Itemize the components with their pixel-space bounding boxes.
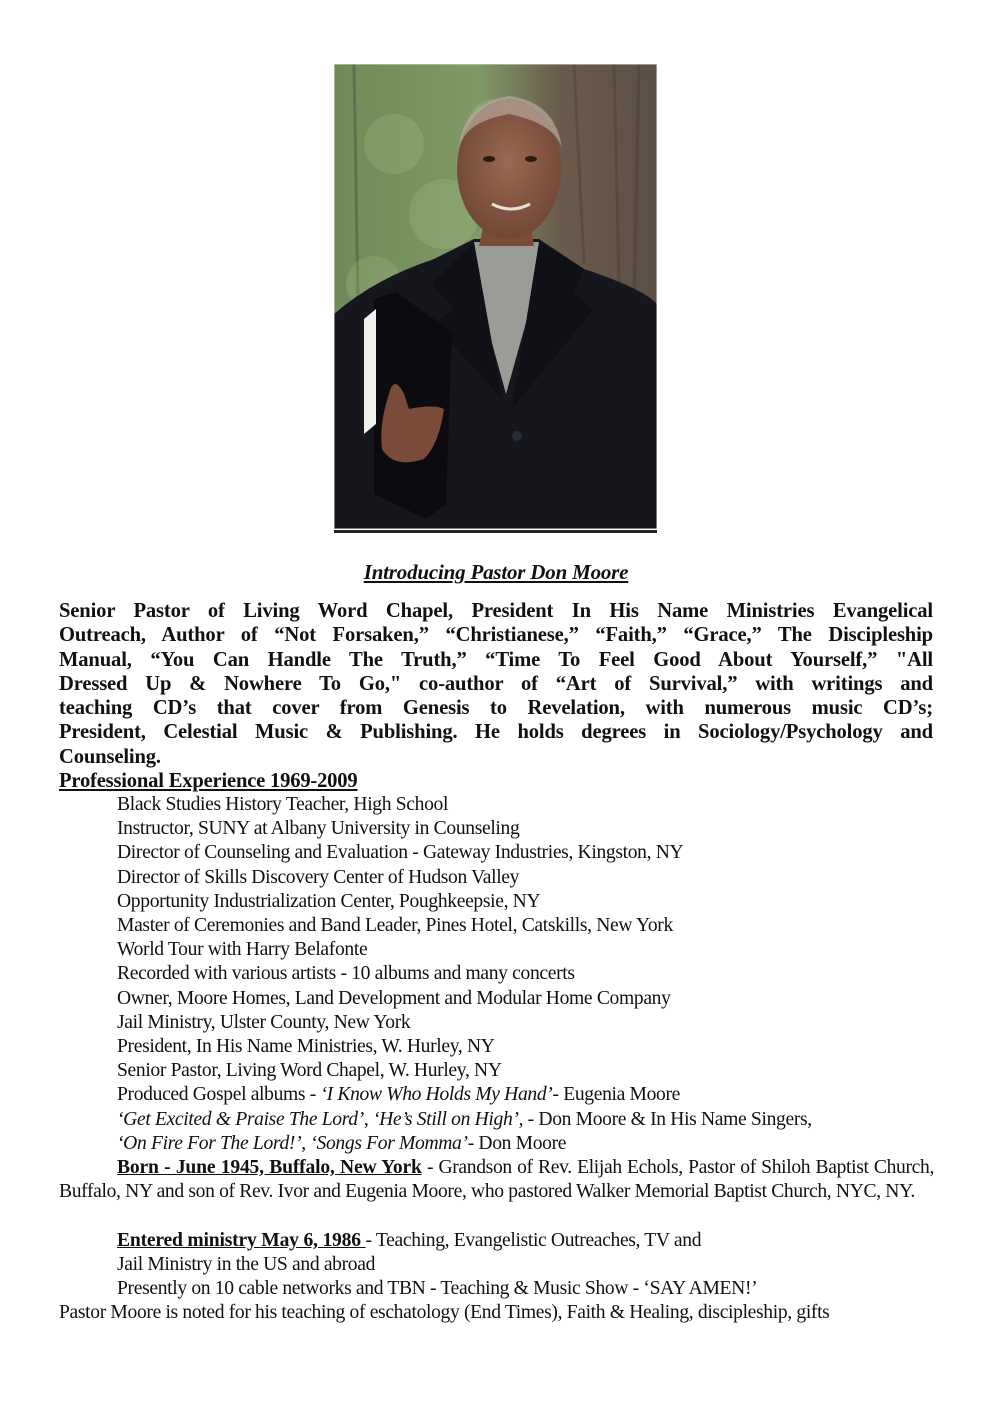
intro-line: Outreach, Author of “Not Forsaken,” “Christianese,” “Faith,” “Grace,” The Discipleship xyxy=(59,624,933,647)
experience-item: Senior Pastor, Living Word Chapel, W. Hurley, NY xyxy=(117,1060,502,1082)
experience-item: Owner, Moore Homes, Land Development and Modular Home Company xyxy=(117,987,671,1009)
album-artist: - Don Moore & In His Name Singers, xyxy=(523,1108,812,1130)
album-title: ‘Get Excited & Praise The Lord’, ‘He’s Still on High’, xyxy=(117,1108,524,1130)
album-separator: , xyxy=(301,1132,311,1154)
experience-item: President, In His Name Ministries, W. Hurley, NY xyxy=(117,1036,495,1058)
album-title: ‘On Fire For The Lord!’ xyxy=(117,1132,302,1154)
ministry-line xyxy=(59,1229,934,1253)
ministry-label: Entered ministry May 6, 1986 xyxy=(117,1230,366,1251)
pastor-portrait-photo xyxy=(334,64,657,529)
experience-heading: Professional Experience 1969-2009 xyxy=(59,770,358,792)
page-title: Introducing Pastor Don Moore xyxy=(363,560,629,584)
closing-line: Pastor Moore is noted for his teaching of eschatology (End Times), Faith & Healing, discipleship, gifts xyxy=(59,1302,830,1323)
gospel-albums-item xyxy=(117,1132,812,1156)
gospel-prefix: Produced Gospel albums - xyxy=(117,1084,321,1106)
intro-line: Dressed Up & Nowhere To Go," co-author of “Art of Survival,” with writings and xyxy=(59,672,933,695)
experience-item: Recorded with various artists - 10 albums and many concerts xyxy=(117,963,575,985)
experience-item: Director of Skills Discovery Center of Hudson Valley xyxy=(117,866,520,888)
experience-item: Instructor, SUNY at Albany University in Counseling xyxy=(117,818,520,840)
intro-line: Senior Pastor of Living Word Chapel, President In His Name Ministries Evangelical xyxy=(59,600,933,622)
ministry-line: Jail Ministry in the US and abroad xyxy=(117,1254,376,1276)
photo-underline-rule xyxy=(334,530,657,533)
portrait-illustration xyxy=(334,64,657,529)
experience-item: Jail Ministry, Ulster County, New York xyxy=(117,1011,411,1033)
ministry-line: Presently on 10 cable networks and TBN - Teaching & Music Show - ‘SAY AMEN!’ xyxy=(117,1278,758,1300)
gospel-albums-item xyxy=(117,1083,812,1107)
born-paragraph xyxy=(59,1156,934,1204)
album-artist: - Eugenia Moore xyxy=(552,1084,680,1106)
experience-item: World Tour with Harry Belafonte xyxy=(117,939,368,961)
intro-paragraph xyxy=(59,599,933,769)
gospel-albums-item xyxy=(117,1108,812,1132)
experience-item: Black Studies History Teacher, High School xyxy=(117,794,449,815)
experience-item: Director of Counseling and Evaluation - Gateway Industries, Kingston, NY xyxy=(117,842,684,864)
experience-item: Master of Ceremonies and Band Leader, Pines Hotel, Catskills, New York xyxy=(117,915,673,937)
album-artist: - Don Moore xyxy=(467,1132,567,1154)
album-title: ‘Songs For Momma’ xyxy=(310,1132,468,1154)
intro-line: teaching CD’s that cover from Genesis to Revelation, with numerous music CD’s; xyxy=(59,697,933,720)
experience-item: Opportunity Industrialization Center, Poughkeepsie, NY xyxy=(117,890,541,912)
intro-line: Counseling. xyxy=(59,745,161,768)
born-label: Born - June 1945, Buffalo, New York xyxy=(117,1157,422,1178)
album-title: ‘I Know Who Holds My Hand’ xyxy=(320,1084,553,1106)
born-text: - Grandson of Rev. Elijah Echols, Pastor of Shiloh Baptist Church, Buffalo, NY and son of Rev. Ivor and Eugenia Moore, who pastored Walker Memorial Baptist Church, NYC, NY. xyxy=(59,1157,934,1203)
ministry-text: - Teaching, Evangelistic Outreaches, TV and xyxy=(365,1230,702,1251)
ministry-paragraph xyxy=(59,1229,934,1302)
intro-line: Manual, “You Can Handle The Truth,” “Time To Feel Good About Yourself,” "All xyxy=(59,648,933,671)
experience-list xyxy=(117,793,812,1156)
intro-line: President, Celestial Music & Publishing. He holds degrees in Sociology/Psychology and xyxy=(59,721,933,744)
